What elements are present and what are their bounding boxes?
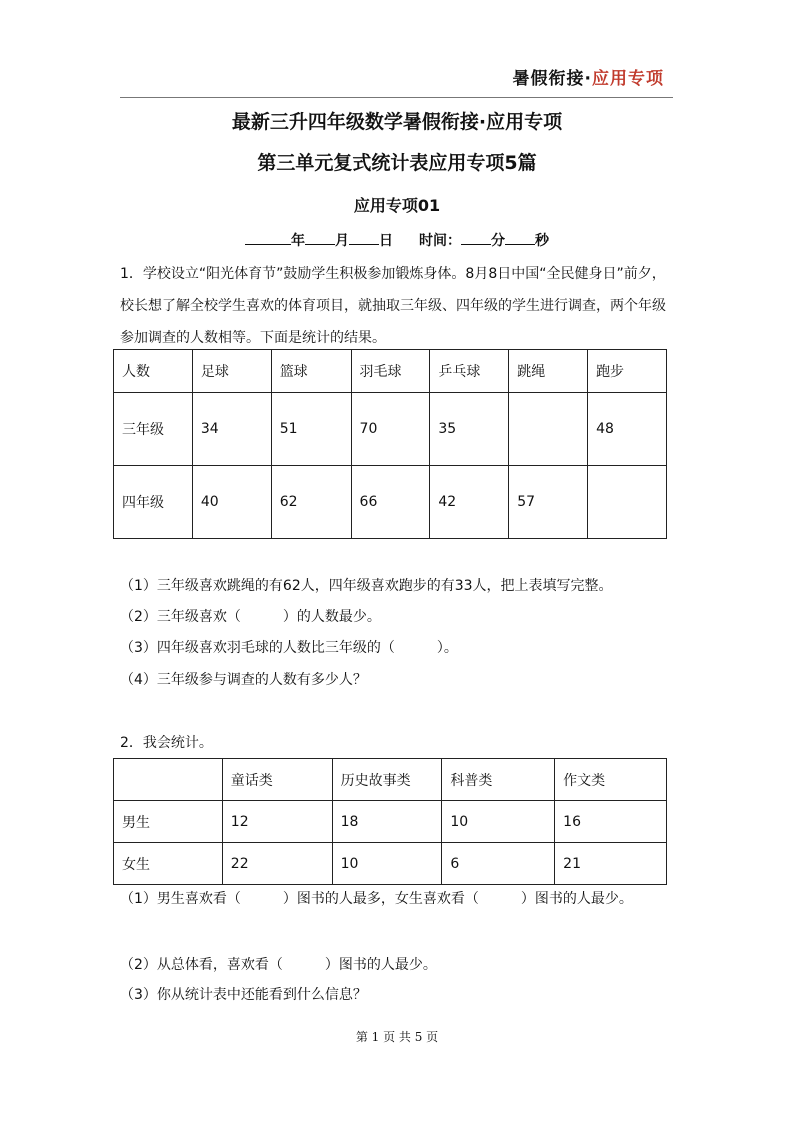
table-cell: 40 [192, 466, 271, 539]
second-label: 秒 [535, 233, 549, 249]
header-cell: 羽毛球 [351, 350, 430, 393]
problem1-question-4: （4）三年级参与调查的人数有多少人？ [120, 672, 367, 688]
time-label: 时间： [419, 233, 461, 249]
table-cell: 57 [509, 466, 588, 539]
year-blank[interactable] [245, 232, 291, 245]
table-cell: 34 [192, 393, 271, 466]
main-title: 最新三升四年级数学暑假衔接·应用专项 [231, 111, 563, 133]
header-cell: 历史故事类 [332, 759, 442, 801]
table-cell: 35 [430, 393, 509, 466]
table-cell: 18 [332, 801, 442, 843]
section-title: 应用专项01 [353, 196, 441, 215]
header-brand [513, 64, 664, 89]
header-cell: 童话类 [222, 759, 332, 801]
header-cell-blank [114, 759, 223, 801]
problem2-text: 2．我会统计。 [120, 735, 213, 751]
table-cell: 48 [588, 393, 667, 466]
header-cell: 作文类 [555, 759, 667, 801]
header-cell: 人数 [114, 350, 193, 393]
year-label: 年 [291, 233, 305, 249]
table-cell: 10 [332, 843, 442, 885]
table-cell: 66 [351, 466, 430, 539]
minute-blank[interactable] [461, 232, 491, 245]
table-cell: 16 [555, 801, 667, 843]
table-cell: 10 [442, 801, 555, 843]
day-label: 日 [379, 233, 393, 249]
month-blank[interactable] [305, 232, 335, 245]
problem2-question-2: （2）从总体看，喜欢看（ ）图书的人最少。 [120, 957, 437, 973]
header-accent: 应用专项 [592, 69, 664, 89]
table-cell: 22 [222, 843, 332, 885]
header-cell: 跑步 [588, 350, 667, 393]
table-row [114, 843, 667, 885]
table-cell: 70 [351, 393, 430, 466]
table-header-row [114, 350, 667, 393]
second-blank[interactable] [505, 232, 535, 245]
date-time-line [0, 230, 794, 250]
sports-table [113, 349, 667, 539]
problem1-question-2: （2）三年级喜欢（ ）的人数最少。 [120, 609, 381, 625]
table-cell: 6 [442, 843, 555, 885]
header-brand-text: 暑假衔接 [512, 69, 585, 89]
problem1-text: 1．学校设立“阳光体育节”鼓励学生积极参加锻炼身体。8月8日中国“全民健身日”前夕，校长想了解全校学生喜欢的体育项目，就抽取三年级、四年级的学生进行调查，两个年级参加调查的人数相等。下面是统计的结果。 [120, 266, 666, 346]
day-blank[interactable] [349, 232, 379, 245]
table-row [114, 801, 667, 843]
header-cell: 乒乓球 [430, 350, 509, 393]
page-footer: 第 1 页 共 5 页 [355, 1030, 439, 1044]
header-cell: 跳绳 [509, 350, 588, 393]
problem1-question-1: （1）三年级喜欢跳绳的有62人，四年级喜欢跑步的有33人，把上表填写完整。 [120, 578, 613, 594]
table-cell-empty[interactable] [509, 393, 588, 466]
table-row [114, 466, 667, 539]
table-cell: 42 [430, 466, 509, 539]
problem2-question-1: （1）男生喜欢看（ ）图书的人最多，女生喜欢看（ ）图书的人最少。 [120, 891, 633, 907]
month-label: 月 [335, 233, 349, 249]
row-label: 男生 [114, 801, 223, 843]
header-cell: 科普类 [442, 759, 555, 801]
table-cell-empty[interactable] [588, 466, 667, 539]
header-divider [120, 97, 673, 98]
problem2-question-3: （3）你从统计表中还能看到什么信息？ [120, 987, 367, 1003]
table-header-row [114, 759, 667, 801]
table-cell: 12 [222, 801, 332, 843]
row-label: 四年级 [114, 466, 193, 539]
table-cell: 51 [271, 393, 351, 466]
row-label: 女生 [114, 843, 223, 885]
header-dot: · [584, 69, 592, 89]
row-label: 三年级 [114, 393, 193, 466]
problem1-question-3: （3）四年级喜欢羽毛球的人数比三年级的（ ）。 [120, 640, 458, 656]
table-cell: 62 [271, 466, 351, 539]
minute-label: 分 [491, 233, 505, 249]
books-table [113, 758, 667, 885]
table-row [114, 393, 667, 466]
sub-title: 第三单元复式统计表应用专项5篇 [257, 152, 537, 174]
header-cell: 篮球 [271, 350, 351, 393]
header-cell: 足球 [192, 350, 271, 393]
table-cell: 21 [555, 843, 667, 885]
